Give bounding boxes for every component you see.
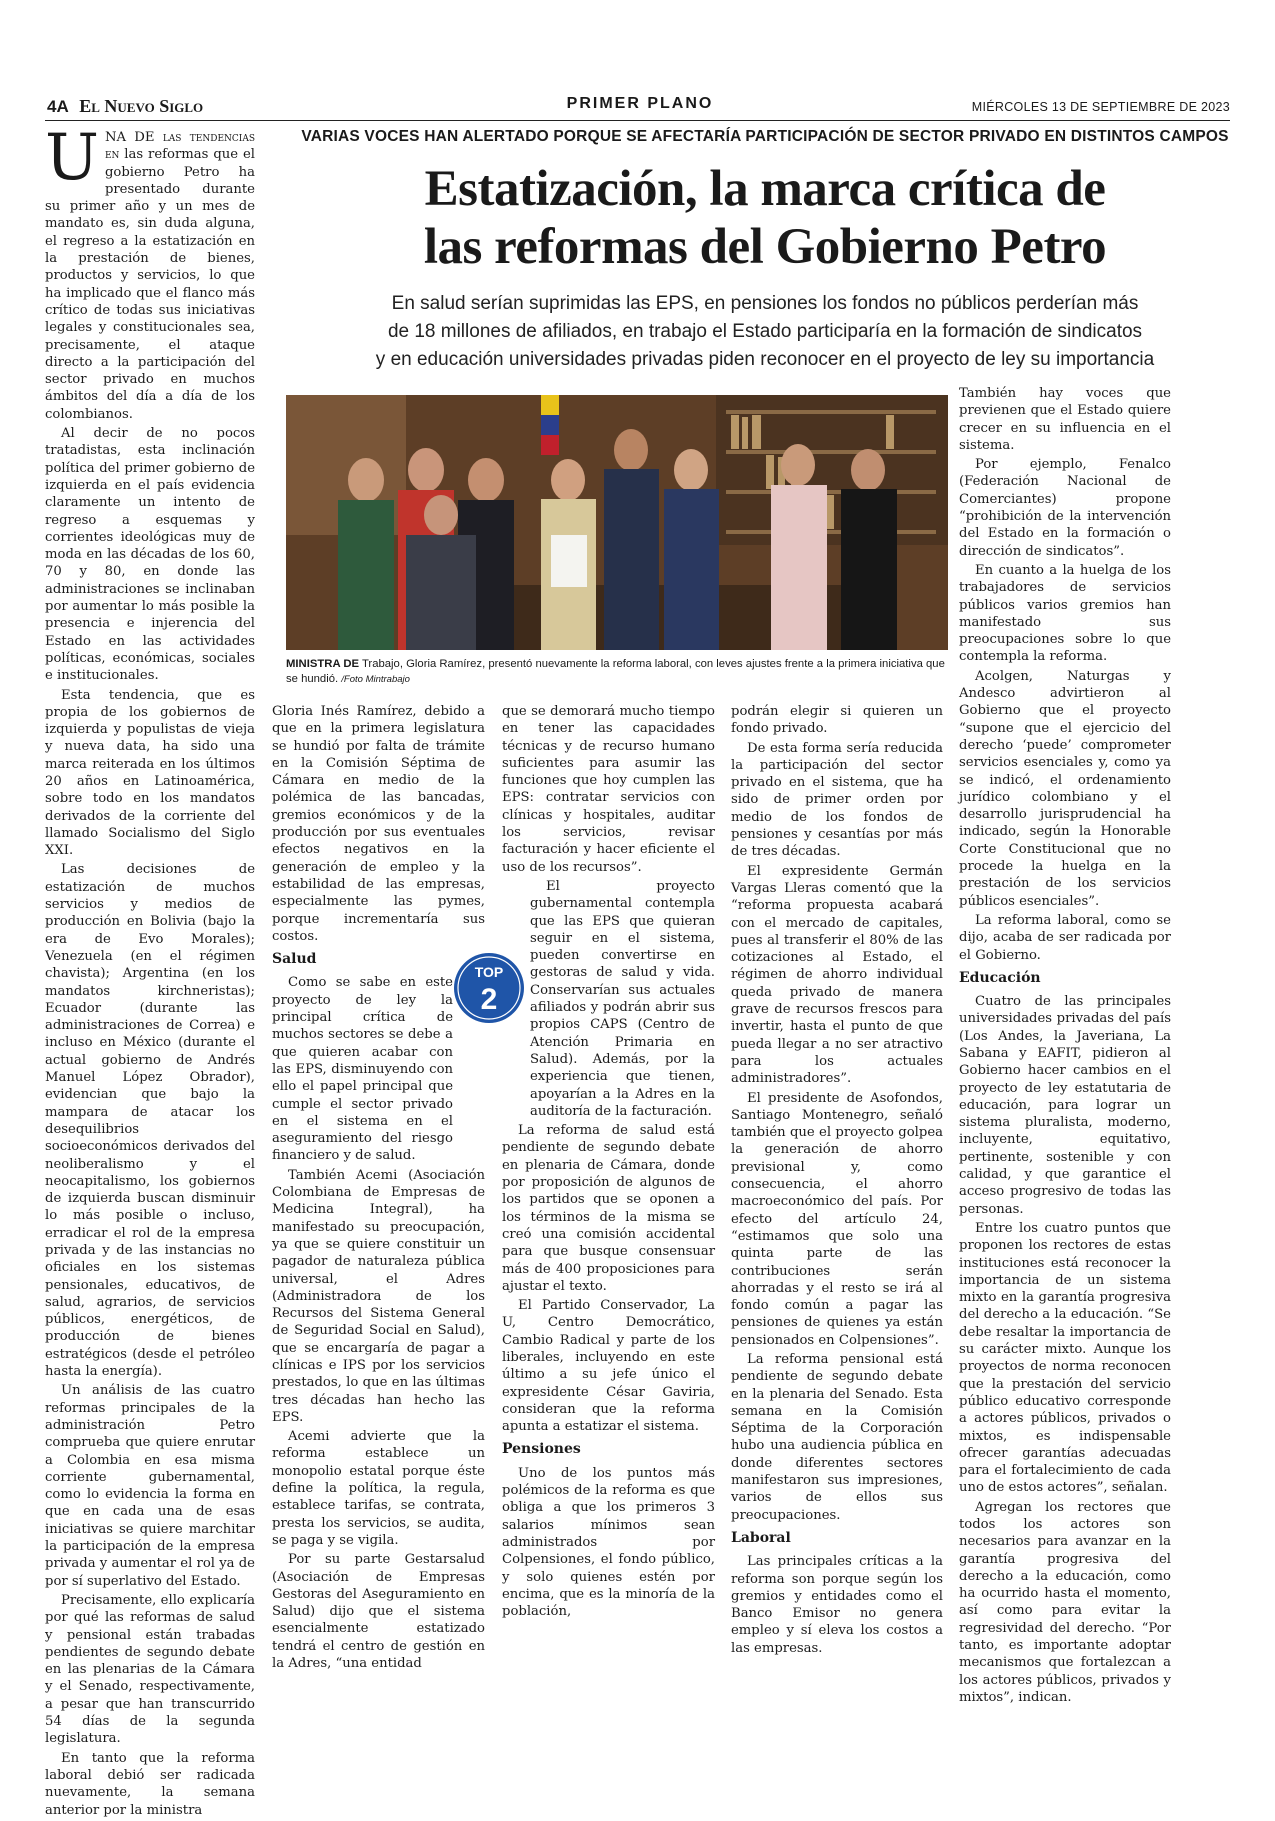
headline-line-2: las reformas del Gobierno Petro xyxy=(423,219,1107,275)
group-photo xyxy=(286,395,948,650)
paragraph: De esta forma sería reducida la participación del sector privado en el sistema, que ha sido de primer orden por medio de los fondos de pensiones y cesantías por más de tres décadas. xyxy=(731,740,943,860)
paragraph: Como se sabe en este proyecto de ley la principal crítica de muchos sectores se debe a que quieren acabar con las EPS, disminuyendo con ello el papel principal que cumple el sector privado en el sistema en el aseguramiento del riesgo financiero y de salud. xyxy=(272,975,453,1164)
paragraph: El Partido Conservador, La U, Centro Democrático, Cambio Radical y parte de los liberales, incluyendo en este último a su jefe único el expresidente César Gaviria, consideran que la reforma apunta a estatizar el sistema. xyxy=(502,1298,715,1435)
column-1 xyxy=(45,121,255,1821)
paragraph: Por ejemplo, Fenalco (Federación Nacional de Comerciantes) propone “prohibición de la intervención del Estado en la formación o dirección de sindicatos”. xyxy=(959,457,1171,559)
column-5 xyxy=(959,385,1171,1708)
caption-text: Trabajo, Gloria Ramírez, presentó nuevamente la reforma laboral, con leves ajustes frente a la primera iniciativa que se hundió. xyxy=(286,658,945,685)
paragraph: UNA DE las tendencias en las reformas que el gobierno Petro ha presentado durante su primer año y un mes de mandato es, sin duda alguna, el regreso a la estatización en la prestación de bienes, productos y servicios, lo que ha implicado que el flanco más crítico de todas sus iniciativas legales y constitucionales sea, precisamente, el ataque directo a la participación del sector privado en muchos ámbitos del día a día de los colombianos. xyxy=(45,121,255,422)
paragraph: El presidente de Asofondos, Santiago Montenegro, señaló también que el proyecto golpea la generación de ahorro previsional y, como consecuencia, el ahorro macroeconómico del país. Por efecto del artículo 24, “estimamos que solo una quinta parte de las contribuciones serán ahorradas y el resto se irá al fondo común a pagar las pensiones de quienes ya están pensionados en Colpensiones”. xyxy=(731,1090,943,1348)
issue-date: MIÉRCOLES 13 DE SEPTIEMBRE DE 2023 xyxy=(971,100,1230,114)
kicker: VARIAS VOCES HAN ALERTADO PORQUE SE AFECTARÍA PARTICIPACIÓN DE SECTOR PRIVADO EN DISTINTOS CAMPOS xyxy=(301,128,1229,145)
paragraph: Agregan los rectores que todos los actores son necesarios para avanzar en la garantía progresiva del derecho a la educación, como ha ocurrido hasta el momento, así como para evitar la regresividad del derecho. “Por tanto, es importante adoptar mecanismos que fortalezcan a los actores públicos, privados y mixtos”, indican. xyxy=(959,1499,1171,1705)
paragraph: En cuanto a la huelga de los trabajadores de servicios públicos varios gremios han manifestado sus preocupaciones sobre lo que contempla la reforma. xyxy=(959,562,1171,665)
paragraph: En tanto que la reforma laboral debió ser radicada nuevamente, la semana anterior por la ministra xyxy=(45,1750,255,1818)
paragraph: La reforma pensional está pendiente de segundo debate en la plenaria del Senado. Esta semana en la Comisión Séptima de la Corporación hubo una audiencia pública en donde diferentes sectores manifestaron sus impresiones, varios de ellos sus preocupaciones. xyxy=(731,1351,943,1523)
paragraph: El expresidente Germán Vargas Lleras comentó que la “reforma propuesta acabará con el mercado de capitales, pues al transferir el 80% de las cotizaciones al Estado, el régimen de ahorro individual queda privado de manera grave de recursos frescos para invertir, hasta el punto de que pueda llegar a no ser atractivo para los actuales administradores”. xyxy=(731,863,943,1087)
caption-lead: MINISTRA DE xyxy=(286,658,360,670)
badge-top-label: TOP xyxy=(474,964,504,980)
paragraph: Por su parte Gestarsalud (Asociación de Empresas Gestoras del Aseguramiento en Salud) dijo que el sistema esencialmente estatizado tendrá el centro de gestión en la Adres, “una entidad xyxy=(272,1552,485,1672)
paragraph: Uno de los puntos más polémicos de la reforma es que obliga a que los primeros 3 salarios mínimos sean administrados por Colpensiones, el fondo público, y solo quienes estén por encima, que es la minoría de la población, xyxy=(502,1465,715,1620)
paragraph: La reforma de salud está pendiente de segundo debate en plenaria de Cámara, donde por proposición de algunos de los partidos que se oponen a los términos de la misma se creó una comisión accidental para que busque consensuar más de 400 proposiciones para ajustar el texto. xyxy=(502,1123,715,1294)
paragraph: Las principales críticas a la reforma son porque según los gremios y entidades como el Banco Emisor no genera empleo y sí eleva los costos a las empresas. xyxy=(731,1554,943,1656)
paragraph: La reforma laboral, como se dijo, acaba de ser radicada por el Gobierno. xyxy=(959,912,1171,963)
masthead: El Nuevo Siglo xyxy=(79,96,204,116)
paragraph: Gloria Inés Ramírez, debido a que en la primera legislatura se hundió por falta de trámite en la Comisión Séptima de Cámara en medio de la polémica de las bancadas, gremios económicos y de la producción por sus eventuales efectos negativos en la generación de empleo y la estabilidad de las empresas, especialmente las pymes, porque incrementaría sus costos. xyxy=(272,704,485,944)
drop-cap: U xyxy=(45,121,99,195)
page-number: 4A xyxy=(47,97,69,116)
photo-illustration xyxy=(286,395,948,650)
headline xyxy=(300,160,1230,276)
paragraph: El proyecto gubernamental contempla que las EPS que quieran seguir en el sistema, pueden convertirse en gestoras de salud y vida. Conservarían sus actuales afiliados y podrán abrir sus propios CAPS (Centro de Atención Primaria en Salud). Además, por la experiencia que tienen, apoyarían a la Adres en la auditoría de la facturación. xyxy=(530,878,715,1119)
deck xyxy=(300,290,1230,374)
subhead-pensiones: Pensiones xyxy=(502,1441,581,1458)
subhead-educacion: Educación xyxy=(959,969,1041,986)
column-4 xyxy=(731,703,943,1659)
section-title: PRIMER PLANO xyxy=(566,95,714,112)
paragraph: Un análisis de las cuatro reformas principales de la administración Petro comprueba que quiere enrutar a Colombia en esa misma corriente gubernamental, como lo evidencia la forma en que en cada una de esas iniciativas se quiere marchitar la participación de la empresa privada y aumentar el rol ya de por sí superlativo del Estado. xyxy=(45,1383,255,1589)
paragraph: Las decisiones de estatización de muchos servicios y medios de producción en Bolivia (bajo la era de Evo Morales); Venezuela (en el régimen chavista); Argentina (en los mandatos kirchneristas); Ecuador (durante las administraciones de Correa) e incluso en México (durante el actual gobierno de Andrés Manuel López Obrador), evidencian que bajo la mampara de atacar los desequilibrios socioeconómicos derivados del neoliberalismo y el neocapitalismo, los gobiernos de izquierda buscan disminuir lo más posible o incluso, erradicar el rol de la empresa privada y de las instancias no oficiales en los sistemas pensionales, educativos, de salud, agrarios, de servicios públicos, energéticos, de producción de bienes estratégicos (desde el petróleo hasta la energía). xyxy=(45,862,255,1380)
column-3 xyxy=(502,703,715,1622)
deck-line-2: de 18 millones de afiliados, en trabajo el Estado participaría en la formación de sindicatos xyxy=(387,321,1143,342)
header-rule xyxy=(45,120,1230,121)
subhead-laboral: Laboral xyxy=(731,1529,791,1546)
column-2 xyxy=(272,703,485,1674)
paragraph: Entre los cuatro puntos que proponen los rectores de estas instituciones está reconocer la importancia de un sistema mixto en la garantía progresiva del derecho a la educación. “Se debe resaltar la importancia de su carácter mixto. Aunque los proyectos de norma reconocen que la prestación del servicio público educativo corresponde a actores públicos, privados o mixtos, es indispensable ofrecer garantías adecuadas para el fortalecimiento de cada uno de estos actores”, señalan. xyxy=(959,1220,1171,1496)
headline-line-1: Estatización, la marca crítica de xyxy=(424,161,1106,217)
paragraph: Al decir de no pocos tratadistas, esta inclinación política del primer gobierno de izquierda en el país evidencia claramente un intento de regreso a esquemas y corrientes ideológicas muy de moda en las décadas de los 60, 70 y 80, en donde las administraciones se inclinaban por aumentar lo más posible la presencia e injerencia del Estado en las actividades políticas, económicas, sociales e institucionales. xyxy=(45,426,255,684)
paragraph: Acemi advierte que la reforma establece un monopolio estatal porque éste define la política, la regula, establece tarifas, se contrata, presta los servicios, se audita, se paga y se vigila. xyxy=(272,1429,485,1548)
photo-caption xyxy=(286,657,948,687)
paragraph: Precisamente, ello explicaría por qué las reformas de salud y pensional están trabadas pendientes de segundo debate en las plenarias de la Cámara y el Senado, respectivamente, a pesar que han transcurrido 54 días de la segunda legislatura. xyxy=(45,1592,255,1747)
paragraph: que se demorará mucho tiempo en tener las capacidades técnicas y de recurso humano suficientes para asumir las funciones que hoy cumplen las EPS: contratar servicios con clínicas y hospitales, auditar los servicios, revisar facturación y hacer eficiente el uso de los recursos”. xyxy=(502,704,715,875)
paragraph: Acolgen, Naturgas y Andesco advirtieron al Gobierno que el proyecto “supone que el ejercicio del derecho ‘puede’ comprometer servicios esenciales y, como ya se indicó, el ordenamiento jurídico colombiano y el desarrollo jurisprudencial ha indicado, según la Honorable Corte Constitucional que no procede la huelga en la prestación de los servicios públicos esenciales”. xyxy=(959,668,1171,909)
page-folio xyxy=(47,96,203,117)
deck-line-1: En salud serían suprimidas las EPS, en pensiones los fondos no públicos perderían más xyxy=(391,293,1139,314)
paragraph: podrán elegir si quieren un fondo privado. xyxy=(731,704,943,737)
deck-line-3: y en educación universidades privadas piden reconocer en el proyecto de ley su importancia xyxy=(375,349,1155,370)
photo-credit: /Foto Mintrabajo xyxy=(341,674,410,685)
paragraph: También hay voces que previenen que el Estado quiere crecer en su influencia en el sistema. xyxy=(959,386,1171,453)
paragraph: También Acemi (Asociación Colombiana de Empresas de Medicina Integral), ha manifestado su preocupación, ya que se quiere constituir un pagador de naturaleza pública universal, el Adres (Administradora de los Recursos del Sistema General de Seguridad Social en Salud), que se encargaría de pagar a clínicas e IPS por los servicios prestados, lo que en las últimas tres décadas han hecho las EPS. xyxy=(272,1167,485,1425)
paragraph: Esta tendencia, que es propia de los gobiernos de izquierda y populistas de vieja y nueva data, ha sido una marca reiterada en los últimos 20 años en Latinoamérica, sobre todo en los mandatos derivados de la corriente del llamado Socialismo del Siglo XXI. xyxy=(45,687,255,859)
subhead-salud: Salud xyxy=(272,951,317,968)
badge-number: 2 xyxy=(480,983,498,1016)
paragraph: Cuatro de las principales universidades privadas del país (Los Andes, la Javeriana, La Sabana y EAFIT, pidieron al Gobierno hacer cambios en el proyecto de ley estatutaria de educación, para lograr un sistema pluralista, moderno, incluyente, equitativo, pertinente, sostenible y con calidad, y que garantice el acceso progresivo de todas las personas. xyxy=(959,994,1171,1217)
